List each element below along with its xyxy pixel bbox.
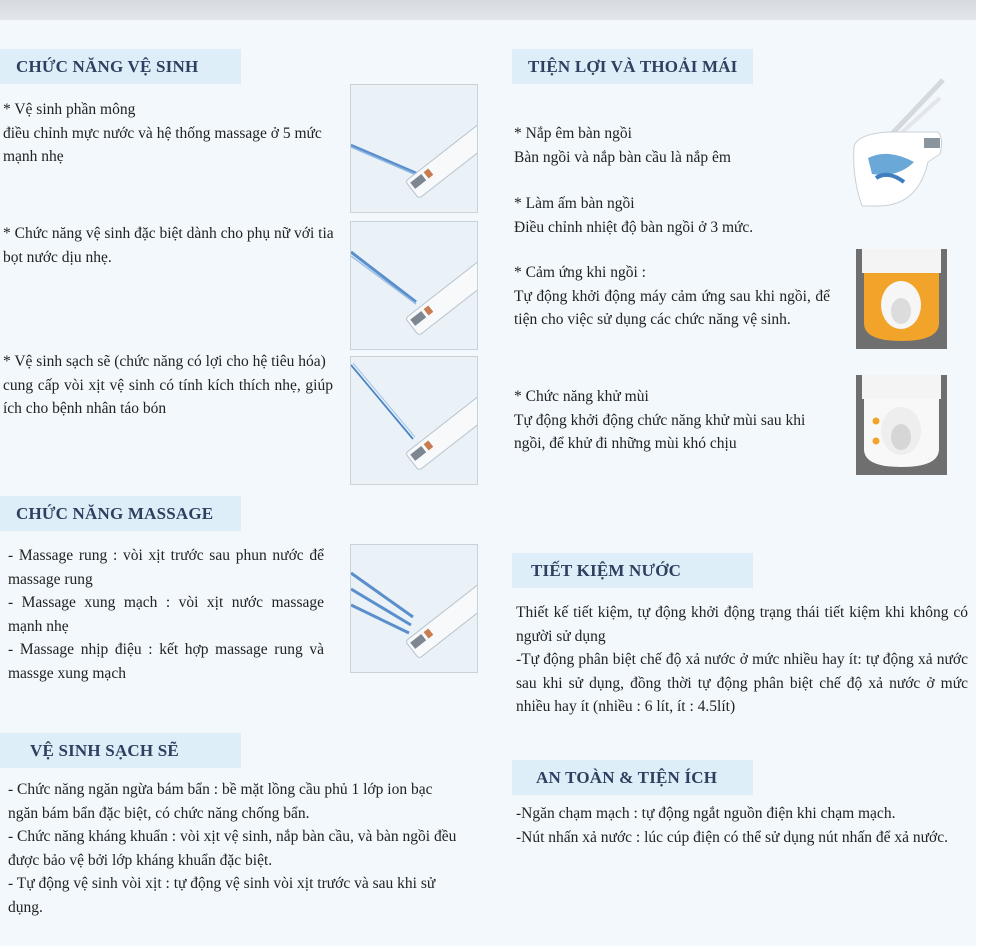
clean-item-antistain: - Chức năng ngăn ngừa bám bẩn : bề mặt lồng cầu phủ 1 lớp ion bạc ngăn bám bẩn đặc biệt, có chức năng chống bẩn. — [8, 781, 433, 822]
comfort-item-soft-close — [514, 122, 834, 169]
safety-text — [516, 802, 962, 849]
comfort-item-heated-seat-title: * Làm ấm bàn ngồi — [514, 195, 635, 212]
comfort-item-soft-close-title: * Nắp êm bàn ngồi — [514, 125, 632, 142]
massage-item-rhythm: - Massage nhịp điệu : kết hợp massage rung và massge xung mạch — [8, 641, 324, 682]
heading-massage: CHỨC NĂNG MASSAGE — [0, 496, 241, 531]
clean-item-autoclean: - Tự động vệ sinh vòi xịt : tự động vệ sinh vòi xịt trước và sau khi sử dụng. — [8, 875, 436, 916]
water-saving-text — [516, 601, 968, 719]
nozzle-image-rear-wash — [350, 84, 478, 213]
comfort-item-deodorize-title: * Chức năng khử mùi — [514, 388, 649, 405]
comfort-item-deodorize-desc: Tự động khởi động chức năng khử mùi sau khi ngồi, để khử đi những mùi khó chịu — [514, 411, 806, 452]
clean-list — [8, 778, 463, 919]
heading-water: TIẾT KIỆM NƯỚC — [512, 553, 753, 588]
water-saving-dual-flush: -Tự động phân biệt chế độ xả nước ở mức nhiều hay ít: tự động xả nước sau khi sử dụng, đồng thời tự động phân biệt chế độ xả nước ở mức nhiều hay ít (nhiều : 6 lít, ít : 4.5lít) — [516, 651, 968, 715]
heading-clean: VỆ SINH SẠCH SẼ — [0, 733, 241, 768]
toilet-deodorize-image — [856, 375, 947, 475]
hygiene-item-2-text: * Chức năng vệ sinh đặc biệt dành cho phụ nữ với tia bọt nước dịu nhẹ. — [3, 225, 334, 266]
top-bar — [0, 0, 976, 20]
hygiene-item-3-desc: cung cấp vòi xịt vệ sinh có tính kích thích nhẹ, giúp ích cho bệnh nhân táo bón — [3, 376, 333, 417]
comfort-item-seat-sensor-title: * Cảm ứng khi ngồi : — [514, 264, 646, 281]
hygiene-item-1-desc: điều chỉnh mực nước và hệ thống massage ở 5 mức mạnh nhẹ — [3, 124, 322, 165]
hygiene-item-1 — [3, 98, 343, 169]
comfort-item-heated-seat — [514, 192, 834, 239]
hygiene-item-3 — [3, 350, 333, 421]
comfort-item-heated-seat-desc: Điều chỉnh nhiệt độ bàn ngồi ở 3 mức. — [514, 218, 754, 236]
heading-hygiene: CHỨC NĂNG VỆ SINH — [0, 49, 241, 84]
safety-flush-button: -Nút nhấn xả nước : lúc cúp điện có thể sử dụng nút nhấn để xả nước. — [516, 828, 949, 846]
massage-list — [8, 544, 324, 685]
massage-item-vibration: - Massage rung : vòi xịt trước sau phun nước để massage rung — [8, 547, 324, 588]
comfort-item-soft-close-desc: Bàn ngồi và nắp bàn cầu là nắp êm — [514, 148, 731, 166]
comfort-item-seat-sensor — [514, 261, 830, 332]
toilet-soft-close-image — [848, 78, 946, 210]
comfort-item-seat-sensor-desc: Tự động khởi động máy cảm ứng sau khi ngồi, để tiện cho việc sử dụng các chức năng vệ sinh. — [514, 287, 830, 328]
clean-item-antibacterial: - Chức năng kháng khuẩn : vòi xịt vệ sinh, nắp bàn cầu, và bàn ngồi đều được bảo vệ bởi lớp kháng khuẩn đặc biệt. — [8, 828, 457, 869]
hygiene-item-1-title: * Vệ sinh phần mông — [3, 101, 136, 118]
water-saving-standby: Thiết kế tiết kiệm, tự động khởi động trạng thái tiết kiệm khi không có người sử dụng — [516, 604, 968, 645]
safety-short-circuit: -Ngăn chạm mạch : tự động ngắt nguồn điện khi chạm mạch. — [516, 805, 896, 822]
nozzle-image-feminine-wash — [350, 221, 478, 350]
massage-item-pulse: - Massage xung mạch : vòi xịt nước massage mạnh nhẹ — [8, 594, 324, 635]
heading-safety: AN TOÀN & TIỆN ÍCH — [512, 760, 753, 795]
hygiene-item-2 — [3, 222, 343, 269]
nozzle-image-digestive-wash — [350, 356, 478, 485]
heading-comfort: TIỆN LỢI VÀ THOẢI MÁI — [512, 49, 753, 84]
comfort-item-deodorize — [514, 385, 834, 456]
nozzle-image-massage — [350, 544, 478, 673]
hygiene-item-3-title: * Vệ sinh sạch sẽ (chức năng có lợi cho hệ tiêu hóa) — [3, 353, 326, 370]
toilet-heated-seat-image — [856, 249, 947, 349]
